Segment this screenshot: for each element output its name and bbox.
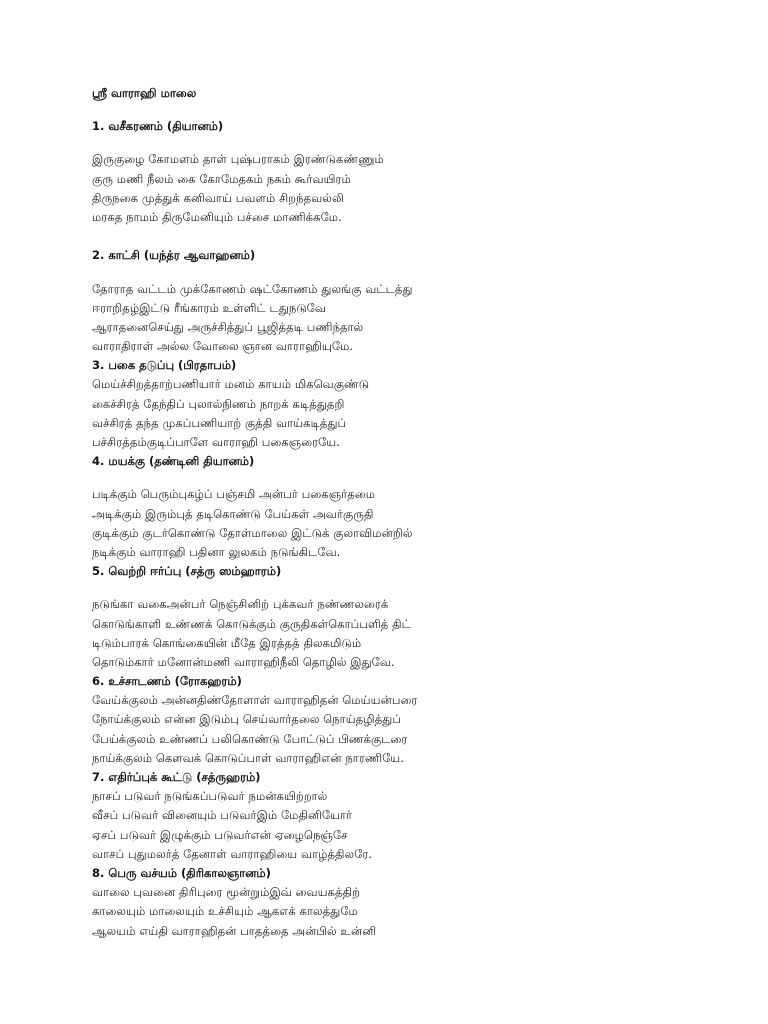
verse-line: வச்சிரத் தந்த முகப்பணியாற் குத்தி வாய்கடித்துப்: [92, 415, 347, 430]
verse-line: வீசப் படுவர் வினையும் படுவர்இம் மேதினியோர்: [92, 808, 353, 823]
section-heading: 6. உச்சாடணம் (ரோகஹரம்): [92, 674, 242, 689]
verse-line: தொடும்கார் மனோன்மணி வாராஹிநீலி தொழில் இதுவே.: [92, 654, 395, 669]
verse-line: மெய்ச்சிறத்தாற்பணியார் மனம் காயம் மிகவெகுண்டு: [92, 377, 370, 392]
verse-line: கைச்சிரத் தேந்திப் புலால்நிணம் நாறக் கடித்துதறி: [92, 396, 345, 411]
verse-line: மரகத நாமம் திருமேனியும் பச்சை மாணிக்கமே.: [92, 209, 342, 224]
verse-line: வாசப் புதுமலர்த் தேனாள் வாராஹியை வாழ்த்திலரே.: [92, 846, 373, 861]
document-body: [92, 84, 732, 941]
verse-line: ஏசப் படுவர் இழுக்கும் படுவர்என் ஏழைநெஞ்சே: [92, 827, 348, 842]
verse-line: நடிக்கும் வாராஹி பதினா லுலகம் நடுங்கிடவே.: [92, 544, 341, 559]
verse-line: திருநகை முத்துக் கனிவாய் பவளம் சிறந்தவல்லி: [92, 190, 344, 205]
verse-line: குடிக்கும் குடர்கொண்டு தோள்மாலை இட்டுக் குலாவிமன்றில்: [92, 525, 413, 540]
verse-line: ஈராறிதழ்இட்டு ரீங்காரம் உள்ளிட் டதுநடுவே: [92, 300, 326, 315]
verse-line: ஆலயம் எய்தி வாராஹிதன் பாதத்தை அன்பில் உன்னி: [92, 923, 377, 938]
verse-line: நாய்க்குலம் கௌவக் கொடுப்பாள் வாராஹிஎன் நாரணியே.: [92, 750, 404, 765]
section-heading: 8. பெரு வச்யம் (திரிகாலஞானம்): [92, 865, 271, 880]
verse-line: டிடும்பாரக் கொங்கையின் மீதே இரத்தத் திலகமிடும்: [92, 635, 362, 650]
verse-line: நாசப் படுவர் நடுங்கப்படுவர் நமன்கயிற்றால்: [92, 789, 328, 804]
section-heading: 3. பகை தடுப்பு (பிரதாபம்): [92, 358, 237, 373]
section-heading: 1. வசீகரணம் (தியானம்): [92, 119, 224, 134]
verse-line: குரு மணி நீலம் கை கோமேதகம் நகம் கூர்வயிரம்: [92, 171, 351, 186]
verse-line: படிக்கும் பெரும்புகழ்ப் பஞ்சமி அன்பர் பகைஞர்தமை: [92, 487, 376, 502]
section-heading: 4. மயக்கு (தண்டினி தியானம்): [92, 454, 255, 469]
section-heading: 7. எதிர்ப்புக் கூட்டு (சத்ருஹரம்): [92, 770, 261, 784]
verse-line: வாலை புவனை திரிபுரை மூன்றும்இவ் வையகத்திற்: [92, 885, 361, 900]
section-heading: 2. காட்சி (யந்த்ர ஆவாஹனம்): [92, 248, 256, 263]
verse-line: நோய்க்குலம் என்ன இடும்பு செய்வார்தலை நொய்தழித்துப்: [92, 712, 402, 727]
document-title: ஸ்ரீ வாராஹி மாலை: [92, 86, 197, 100]
verse-line: கொடுங்காளி உண்ணக் கொடுக்கும் குருதிகள்கொப்பளித் திட்: [92, 616, 411, 631]
section-heading: 5. வெற்றி ஈர்ப்பு (சத்ரு ஸம்ஹாரம்): [92, 564, 282, 579]
verse-line: ஆராதனைசெய்து அருச்சித்துப் பூஜித்தடி பணிந்தால்: [92, 319, 364, 334]
verse-line: பேய்க்குலம் உண்ணப் பலிகொண்டு போட்டுப் பிணக்குடரை: [92, 731, 408, 746]
verse-line: தோராத வட்டம் முக்கோணம் ஷட்கோணம் துலங்கு வட்டத்து: [92, 281, 413, 296]
verse-line: வாராதிராள் அல்ல வோலை ஞான வாராஹியுமே.: [92, 339, 354, 354]
verse-line: இருகுழை கோமளம் தாள் புஷ்பராகம் இரண்டுகண்ணும்: [92, 152, 384, 167]
verse-line: நடுங்கா வகைஅன்பர் நெஞ்சினிற் புக்கவர் நண்ணலரைக்: [92, 597, 389, 612]
verse-line: அடிக்கும் இரும்புத் தடிகொண்டு பேய்கள் அவர்குருதி: [92, 506, 374, 521]
verse-line: வேய்க்குலம் அன்னதிண்தோளாள் வாராஹிதன் மெய்யன்பரை: [92, 693, 418, 708]
verse-line: பச்சிரத்தம்குடிப்பாளே வாராஹி பகைஞரையே.: [92, 435, 340, 449]
verse-line: காலையும் மாலையும் உச்சியும் ஆகஎக் காலத்துமே: [92, 904, 358, 919]
